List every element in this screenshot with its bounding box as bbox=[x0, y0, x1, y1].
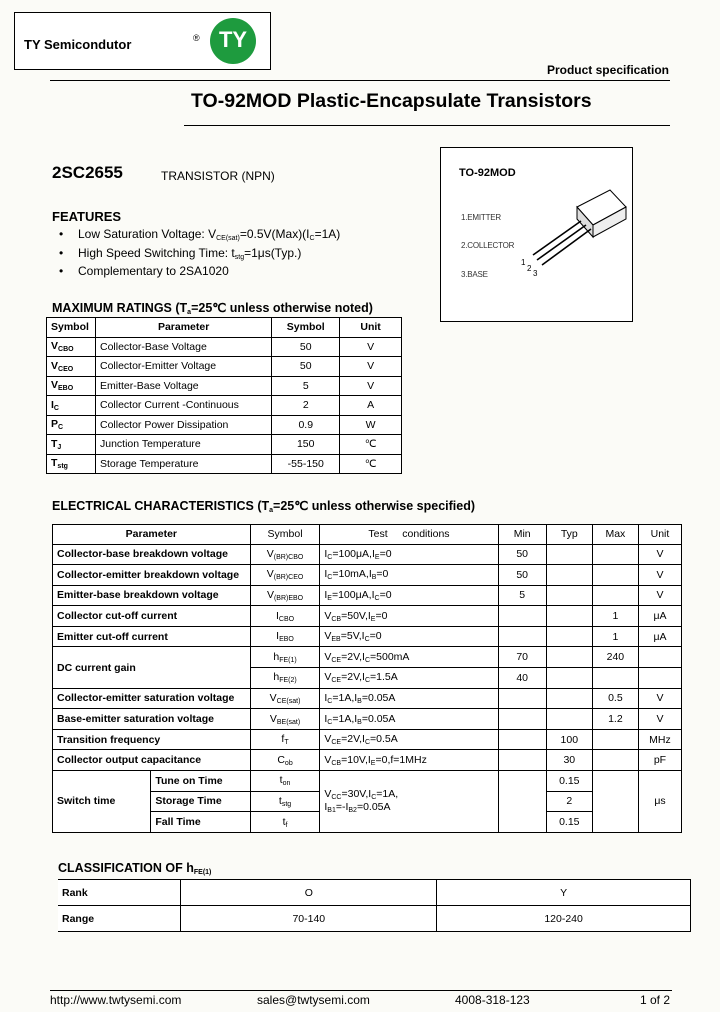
classification-table bbox=[58, 879, 691, 932]
cell-symbol: $V_{(BR)CBO}$ bbox=[250, 544, 320, 565]
col-symbol: Symbol bbox=[47, 318, 96, 338]
product-spec-label: Product specification bbox=[546, 63, 669, 77]
col-value: Symbol bbox=[272, 318, 340, 338]
table-row bbox=[47, 376, 402, 396]
cell-unit: A bbox=[340, 396, 402, 416]
cell-unit: V bbox=[340, 357, 402, 377]
cell-parameter: Junction Temperature bbox=[95, 435, 271, 455]
col-parameter: Parameter bbox=[53, 525, 251, 545]
cell-switch-name: Tune on Time bbox=[151, 771, 250, 792]
pin-number-1: 1 bbox=[521, 258, 526, 267]
cell-unit: V bbox=[638, 709, 681, 730]
col-min: Min bbox=[498, 525, 546, 545]
cell-max bbox=[592, 544, 638, 565]
cell-unit: ℃ bbox=[340, 435, 402, 455]
feature-item-2: • High Speed Switching Time: $t_{stg}=1\mu s(Typ.)$ bbox=[59, 246, 302, 261]
footer-divider bbox=[50, 990, 672, 991]
table-row bbox=[53, 544, 682, 565]
pin-label-base: 3.BASE bbox=[461, 270, 488, 279]
cell-parameter: Collector-Emitter Voltage bbox=[95, 357, 271, 377]
brand-logo-letters: TY bbox=[218, 27, 248, 52]
footer-phone: 4008-318-123 bbox=[455, 993, 530, 1007]
table-row bbox=[47, 337, 402, 357]
cell-symbol: $h_{FE(1)}$ bbox=[250, 647, 320, 668]
part-number: 2SC2655 bbox=[52, 163, 123, 182]
cell-unit bbox=[638, 668, 681, 689]
registered-mark: ® bbox=[193, 33, 200, 43]
table-row bbox=[47, 454, 402, 474]
cell-min: 40 bbox=[498, 668, 546, 689]
range-y: 120-240 bbox=[437, 906, 691, 932]
cell-value: 5 bbox=[272, 376, 340, 396]
cell-symbol: $I_{EBO}$ bbox=[250, 626, 320, 647]
cell-parameter: Collector cut-off current bbox=[53, 606, 251, 627]
cell-typ bbox=[546, 626, 592, 647]
electrical-table bbox=[52, 524, 682, 833]
cell-max: 1.2 bbox=[592, 709, 638, 730]
table-row bbox=[53, 565, 682, 586]
feature-item-1: • Low Saturation Voltage: $V_{CE(sat)}=0.5V(Max)(I_C=1A)$ bbox=[59, 227, 341, 242]
cell-conditions: $I_C=10mA,I_B=0$ bbox=[320, 565, 498, 586]
cell-typ bbox=[546, 585, 592, 606]
cell-typ bbox=[546, 606, 592, 627]
cell-unit: V bbox=[638, 688, 681, 709]
cell-conditions: $V_{CE}=2V,I_C=500mA$ bbox=[320, 647, 498, 668]
table-row bbox=[53, 771, 682, 792]
cell-min bbox=[498, 709, 546, 730]
table-row bbox=[47, 357, 402, 377]
cell-symbol: $t_{on}$ bbox=[250, 771, 320, 792]
footer-email[interactable]: sales@twtysemi.com bbox=[257, 993, 370, 1007]
feature-item-3: • Complementary to 2SA1020 bbox=[59, 264, 229, 278]
cell-symbol: $V_{BE(sat)}$ bbox=[250, 709, 320, 730]
table-row bbox=[53, 688, 682, 709]
cell-unit: W bbox=[340, 415, 402, 435]
cell-typ bbox=[546, 688, 592, 709]
cell-symbol: $h_{FE(2)}$ bbox=[250, 668, 320, 689]
cell-conditions: $V_{CE}=2V,I_C=1.5A$ bbox=[320, 668, 498, 689]
header-divider bbox=[50, 80, 670, 81]
features-heading: FEATURES bbox=[52, 209, 122, 224]
cell-conditions: $V_{CC}=30V,I_C=1A$, $I_{B1}=-I_{B2}=0.05A$ bbox=[320, 771, 498, 833]
cell-symbol: $t_f$ bbox=[250, 812, 320, 833]
max-ratings-table bbox=[46, 317, 402, 474]
package-name: TO-92MOD bbox=[459, 167, 516, 179]
cell-symbol: $t_{stg}$ bbox=[250, 791, 320, 812]
cell-unit: ℃ bbox=[340, 454, 402, 474]
cell-min bbox=[498, 750, 546, 771]
cell-symbol: $P_C$ bbox=[47, 415, 96, 435]
cell-min bbox=[498, 729, 546, 750]
pin-number-3: 3 bbox=[533, 269, 538, 278]
document-title: TO-92MOD Plastic-Encapsulate Transistors bbox=[191, 90, 592, 112]
table-row bbox=[53, 729, 682, 750]
cell-typ bbox=[546, 709, 592, 730]
table-row bbox=[53, 606, 682, 627]
cell-parameter: Emitter cut-off current bbox=[53, 626, 251, 647]
cell-value: 2 bbox=[272, 396, 340, 416]
brand-logo bbox=[210, 18, 256, 64]
cell-symbol: $V_{CEO}$ bbox=[47, 357, 96, 377]
cell-max: 1 bbox=[592, 626, 638, 647]
pin-label-collector: 2.COLLECTOR bbox=[461, 241, 515, 250]
cell-typ: 0.15 bbox=[546, 812, 592, 833]
cell-max bbox=[592, 668, 638, 689]
rank-o: O bbox=[181, 880, 437, 906]
cell-min bbox=[498, 626, 546, 647]
cell-typ: 0.15 bbox=[546, 771, 592, 792]
cell-min: 50 bbox=[498, 544, 546, 565]
pin-number-2: 2 bbox=[527, 264, 532, 273]
cell-symbol: $V_{(BR)CEO}$ bbox=[250, 565, 320, 586]
cell-value: -55-150 bbox=[272, 454, 340, 474]
cell-typ bbox=[546, 565, 592, 586]
cell-parameter: Collector-Base Voltage bbox=[95, 337, 271, 357]
cell-unit: MHz bbox=[638, 729, 681, 750]
cell-value: 50 bbox=[272, 337, 340, 357]
cell-conditions: $I_E=100\mu A,I_C=0$ bbox=[320, 585, 498, 606]
col-symbol: Symbol bbox=[250, 525, 320, 545]
cell-typ bbox=[546, 647, 592, 668]
transistor-package-icon bbox=[515, 185, 635, 280]
table-row bbox=[53, 585, 682, 606]
cell-value: 0.9 bbox=[272, 415, 340, 435]
cell-symbol: $V_{CBO}$ bbox=[47, 337, 96, 357]
cell-max bbox=[592, 729, 638, 750]
cell-switch-name: Storage Time bbox=[151, 791, 250, 812]
cell-typ bbox=[546, 668, 592, 689]
part-type: TRANSISTOR (NPN) bbox=[161, 169, 275, 183]
cell-symbol: $I_C$ bbox=[47, 396, 96, 416]
cell-min bbox=[498, 688, 546, 709]
footer-url[interactable]: http://www.twtysemi.com bbox=[50, 993, 182, 1007]
cell-symbol: $T_J$ bbox=[47, 435, 96, 455]
cell-symbol: $C_{ob}$ bbox=[250, 750, 320, 771]
cell-parameter: Collector output capacitance bbox=[53, 750, 251, 771]
cell-symbol: $f_T$ bbox=[250, 729, 320, 750]
cell-conditions: $I_C=1A,I_B=0.05A$ bbox=[320, 709, 498, 730]
cell-parameter: Collector Current -Continuous bbox=[95, 396, 271, 416]
table-row bbox=[53, 709, 682, 730]
title-divider bbox=[184, 125, 670, 126]
cell-max bbox=[592, 771, 638, 833]
cell-symbol: $I_{CBO}$ bbox=[250, 606, 320, 627]
cell-conditions: $V_{CB}=10V,I_E=0,f=1MHz$ bbox=[320, 750, 498, 771]
cell-symbol: $V_{CE(sat)}$ bbox=[250, 688, 320, 709]
cell-typ: 2 bbox=[546, 791, 592, 812]
cell-parameter: Storage Temperature bbox=[95, 454, 271, 474]
cell-unit: μA bbox=[638, 626, 681, 647]
cell-parameter: Emitter-Base Voltage bbox=[95, 376, 271, 396]
cell-conditions: $V_{EB}=5V,I_C=0$ bbox=[320, 626, 498, 647]
cell-parameter: Collector Power Dissipation bbox=[95, 415, 271, 435]
cell-parameter: Collector-emitter saturation voltage bbox=[53, 688, 251, 709]
cell-unit: V bbox=[638, 544, 681, 565]
cell-typ: 30 bbox=[546, 750, 592, 771]
col-typ: Typ bbox=[546, 525, 592, 545]
col-unit: Unit bbox=[638, 525, 681, 545]
cell-typ: 100 bbox=[546, 729, 592, 750]
cell-max bbox=[592, 585, 638, 606]
cell-unit: V bbox=[340, 376, 402, 396]
table-row bbox=[53, 647, 682, 668]
table-row bbox=[53, 626, 682, 647]
cell-conditions: $V_{CB}=50V,I_E=0$ bbox=[320, 606, 498, 627]
table-row bbox=[47, 435, 402, 455]
rank-label: Rank bbox=[58, 880, 181, 906]
pin-label-emitter: 1.EMITTER bbox=[461, 213, 501, 222]
cell-symbol: $V_{EBO}$ bbox=[47, 376, 96, 396]
cell-typ bbox=[546, 544, 592, 565]
cell-parameter: Transition frequency bbox=[53, 729, 251, 750]
cell-switch-name: Fall Time bbox=[151, 812, 250, 833]
col-unit: Unit bbox=[340, 318, 402, 338]
electrical-heading: ELECTRICAL CHARACTERISTICS ($T_a=25℃$ unless otherwise specified) bbox=[52, 499, 476, 514]
range-label: Range bbox=[58, 906, 181, 932]
brand-name: TY Semicondutor bbox=[24, 37, 132, 52]
col-parameter: Parameter bbox=[95, 318, 271, 338]
classification-heading: CLASSIFICATION OF $h_{FE(1)}$ bbox=[58, 861, 212, 876]
cell-min bbox=[498, 771, 546, 833]
col-conditions: Test conditions bbox=[320, 525, 498, 545]
cell-max: 240 bbox=[592, 647, 638, 668]
cell-min: 50 bbox=[498, 565, 546, 586]
cell-max: 1 bbox=[592, 606, 638, 627]
cell-switch-label: Switch time bbox=[53, 771, 151, 833]
cell-max bbox=[592, 750, 638, 771]
cell-conditions: $I_C=1A,I_B=0.05A$ bbox=[320, 688, 498, 709]
cell-symbol: $V_{(BR)EBO}$ bbox=[250, 585, 320, 606]
table-row bbox=[53, 750, 682, 771]
cell-parameter: Emitter-base breakdown voltage bbox=[53, 585, 251, 606]
cell-unit: pF bbox=[638, 750, 681, 771]
cell-unit: V bbox=[638, 565, 681, 586]
cell-unit bbox=[638, 647, 681, 668]
cell-parameter: Base-emitter saturation voltage bbox=[53, 709, 251, 730]
cell-conditions: $I_C=100\mu A,I_E=0$ bbox=[320, 544, 498, 565]
cell-unit: μA bbox=[638, 606, 681, 627]
cell-unit: V bbox=[638, 585, 681, 606]
cell-min: 5 bbox=[498, 585, 546, 606]
cell-min bbox=[498, 606, 546, 627]
cell-unit: V bbox=[340, 337, 402, 357]
rank-y: Y bbox=[437, 880, 691, 906]
range-o: 70-140 bbox=[181, 906, 437, 932]
cell-parameter: Collector-base breakdown voltage bbox=[53, 544, 251, 565]
table-row bbox=[47, 415, 402, 435]
max-ratings-heading: MAXIMUM RATINGS ($T_a=25℃$ unless otherwise noted) bbox=[52, 301, 373, 316]
table-row bbox=[47, 396, 402, 416]
cell-conditions: $V_{CE}=2V,I_C=0.5A$ bbox=[320, 729, 498, 750]
cell-value: 50 bbox=[272, 357, 340, 377]
footer-page: 1 of 2 bbox=[640, 993, 671, 1007]
cell-min: 70 bbox=[498, 647, 546, 668]
cell-parameter: Collector-emitter breakdown voltage bbox=[53, 565, 251, 586]
cell-unit: μs bbox=[638, 771, 681, 833]
cell-parameter: DC current gain bbox=[53, 647, 251, 688]
col-max: Max bbox=[592, 525, 638, 545]
cell-symbol: $T_{stg}$ bbox=[47, 454, 96, 474]
cell-max bbox=[592, 565, 638, 586]
cell-value: 150 bbox=[272, 435, 340, 455]
cell-max: 0.5 bbox=[592, 688, 638, 709]
